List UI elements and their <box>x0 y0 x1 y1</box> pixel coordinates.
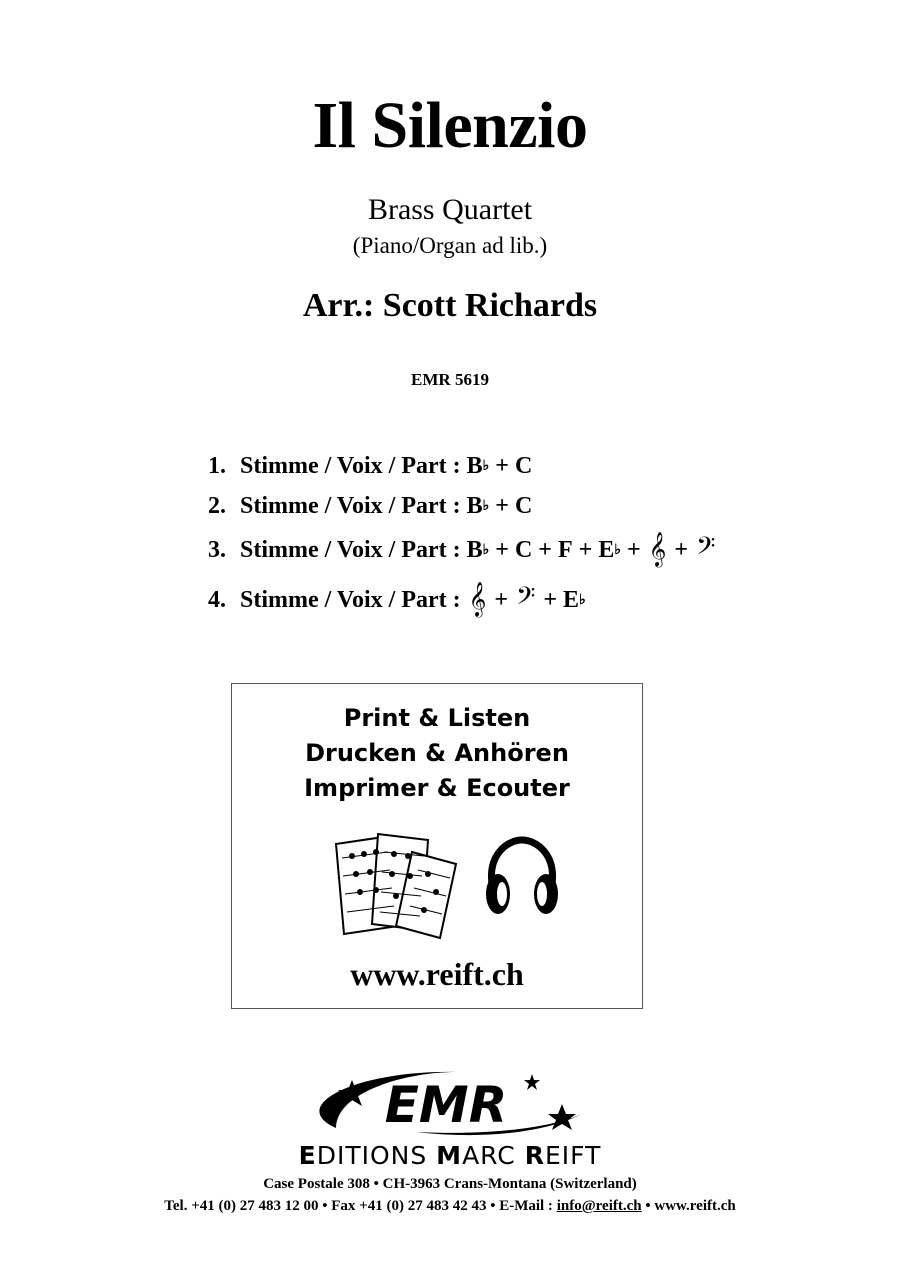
instrumentation-note: (Piano/Organ ad lib.) <box>352 233 548 258</box>
plus-sign: + <box>543 586 558 613</box>
plus-sign: + <box>674 536 689 563</box>
part-number: 2. <box>208 492 226 519</box>
arranger: Arr.: Scott Richards <box>302 287 598 324</box>
part-label: Stimme / Voix / Part : <box>240 452 461 479</box>
plus-sign: + <box>538 536 552 563</box>
promo-website[interactable]: www.reift.ch <box>350 956 524 992</box>
part-row <box>208 582 586 618</box>
part-row <box>208 448 532 484</box>
instrument-key: C <box>514 536 533 563</box>
treble-clef-icon: 𝄞 <box>468 582 487 617</box>
emr-logo-text: EMR <box>384 1076 508 1134</box>
promo-line-print-listen: Print & Listen <box>343 704 531 732</box>
plus-sign: + <box>495 536 509 563</box>
plus-sign: + <box>495 452 509 479</box>
instrument-key: E ♭ <box>598 536 621 563</box>
publisher-name: EDITIONS MARC REIFT <box>298 1141 602 1170</box>
instrument-key: C <box>514 452 533 479</box>
instrumentation: Brass Quartet <box>367 193 533 226</box>
headphones-icon <box>482 834 562 920</box>
promo-line-imprimer: Imprimer & Ecouter <box>304 774 570 802</box>
part-label: Stimme / Voix / Part : <box>240 492 461 519</box>
plus-sign: + <box>626 536 641 563</box>
print-listen-box <box>231 683 643 1009</box>
instrument-key: C <box>514 492 533 519</box>
catalog-number: EMR 5619 <box>411 370 489 389</box>
instrument-key: B ♭ <box>466 536 490 563</box>
email-link[interactable]: info@reift.ch <box>556 1198 642 1214</box>
instrument-key: F <box>557 536 573 563</box>
plus-sign: + <box>494 586 509 613</box>
treble-clef-icon: 𝄞 <box>648 532 667 567</box>
part-number: 4. <box>208 586 226 613</box>
emr-logo <box>296 1066 596 1138</box>
part-label: Stimme / Voix / Part : <box>240 586 461 613</box>
sheet-music-icon <box>332 830 460 940</box>
instrument-key: E ♭ <box>563 586 586 613</box>
bass-clef-icon: 𝄢 <box>516 582 536 617</box>
publisher-address: Case Postale 308 • CH-3963 Crans-Montana (Switzerland) <box>263 1176 637 1192</box>
part-number: 3. <box>208 536 226 563</box>
instrument-key: B ♭ <box>466 492 490 519</box>
plus-sign: + <box>495 492 509 519</box>
website-link[interactable]: • www.reift.ch <box>641 1198 736 1214</box>
part-row <box>208 488 532 524</box>
publisher-contact: Tel. +41 (0) 27 483 12 00 • Fax +41 (0) 27 483 42 43 • E-Mail : info@reift.ch • www.reift.ch <box>164 1198 736 1214</box>
part-row <box>208 532 717 568</box>
instrument-key: B ♭ <box>466 452 490 479</box>
plus-sign: + <box>578 536 593 563</box>
promo-line-drucken: Drucken & Anhören <box>305 739 569 767</box>
bass-clef-icon: 𝄢 <box>696 532 716 567</box>
page-title: Il Silenzio <box>312 89 588 162</box>
part-number: 1. <box>208 452 226 479</box>
part-label: Stimme / Voix / Part : <box>240 536 461 563</box>
